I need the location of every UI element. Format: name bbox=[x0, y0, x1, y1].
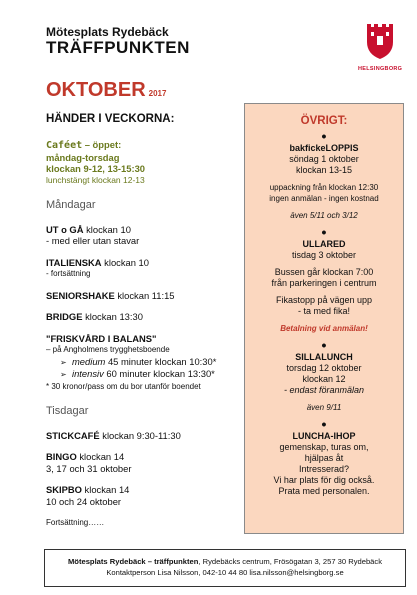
arrow-icon: ➢ bbox=[60, 370, 67, 379]
continuation-note: Fortsättning…… bbox=[46, 518, 105, 527]
event-bingo bbox=[46, 451, 241, 474]
ovrigt-heading: ÖVRIGT: bbox=[300, 115, 348, 127]
event-italienska bbox=[46, 257, 241, 280]
month-year: 2017 bbox=[148, 89, 167, 98]
organization-name: Mötesplats Rydebäck bbox=[46, 25, 169, 39]
event-name: BRIDGE bbox=[46, 311, 83, 322]
cafe-times: klockan 9-12, 13-15:30 bbox=[46, 163, 146, 174]
event-note: – på Angholmens trygghetsboende bbox=[46, 345, 170, 354]
event-name: ITALIENSKA bbox=[46, 256, 102, 268]
event-friskvard bbox=[46, 333, 241, 393]
weekly-events bbox=[46, 139, 241, 529]
month-heading bbox=[46, 79, 166, 102]
event-ullared: ULLARED tisdag 3 oktober Bussen går klockan 7:00 från parkeringen i centrum Fikastopp på vägen upp - ta med fika! Betalning vid anmälan! bbox=[271, 239, 377, 333]
event-name: STICKCAFÉ bbox=[46, 429, 100, 441]
event-time: klockan 10 bbox=[101, 256, 149, 268]
event-note: - fortsättning bbox=[46, 269, 91, 278]
page-title: TRÄFFPUNKTEN bbox=[46, 38, 190, 57]
footer-address: , Rydebäcks centrum, Frösögatan 3, 257 30 Rydebäck bbox=[198, 557, 382, 566]
event-bridge bbox=[46, 311, 241, 323]
cafe-days: måndag-torsdag bbox=[46, 151, 120, 163]
event-name: SENIORSHAKE bbox=[46, 289, 115, 301]
event-time: klockan 14 bbox=[76, 451, 125, 462]
footer-org: Mötesplats Rydebäck – träffpunkten bbox=[67, 557, 199, 566]
event-luncha-ihop: LUNCHA-IHOP gemenskap, turas om, hjälpas åt Intresserad? Vi har plats för dig också. Prata med personalen. bbox=[273, 431, 375, 496]
event-time: klockan 13:30 bbox=[82, 311, 143, 322]
event-name: BINGO bbox=[46, 451, 77, 462]
event-time: klockan 10 bbox=[83, 223, 131, 235]
arrow-icon: ➢ bbox=[60, 357, 67, 367]
event-stickcafe bbox=[46, 430, 241, 442]
castle-crest-icon bbox=[365, 20, 395, 60]
events-heading: HÄNDER I VECKORNA: bbox=[46, 113, 175, 125]
event-sillalunch: SILLALUNCH torsdag 12 oktober klockan 12 - endast föranmälan även 9/11 bbox=[283, 352, 365, 412]
event-name: "FRISKVÅRD I BALANS" bbox=[46, 332, 157, 344]
tuesday-heading: Tisdagar bbox=[46, 405, 89, 417]
medium-session: ➢ medium 45 minuter klockan 10:30* bbox=[60, 355, 217, 367]
event-time: klockan 14 bbox=[81, 484, 130, 495]
cafe-lunch: lunchstängt klockan 12-13 bbox=[46, 174, 145, 185]
month-name: OKTOBER bbox=[46, 79, 146, 101]
ovrigt-box bbox=[244, 103, 404, 534]
helsingborg-logo bbox=[358, 20, 402, 72]
event-skipbo bbox=[46, 484, 241, 507]
event-name: SKIPBO bbox=[46, 484, 82, 495]
event-name: UT o GÅ bbox=[46, 223, 84, 235]
event-dates: 10 och 24 oktober bbox=[46, 495, 122, 507]
bullet-icon: • bbox=[321, 128, 327, 144]
bullet-icon: • bbox=[321, 224, 327, 240]
event-note: - med eller utan stavar bbox=[46, 235, 140, 246]
event-ut-o-ga bbox=[46, 224, 241, 247]
bullet-icon: • bbox=[321, 337, 327, 353]
event-time: klockan 9:30-11:30 bbox=[99, 429, 181, 441]
event-time: klockan 11:15 bbox=[114, 289, 175, 301]
intensiv-session: ➢ intensiv 60 minuter klockan 13:30* bbox=[60, 368, 215, 379]
event-footnote: * 30 kronor/pass om du bor utanför boendet bbox=[46, 381, 201, 391]
event-dates: 3, 17 och 31 oktober bbox=[46, 462, 132, 474]
event-loppis: bakfickeLOPPIS söndag 1 oktober klockan 13-15 uppackning från klockan 12:30 ingen anmälan - ingen kostnad även 5/11 och 3/12 bbox=[269, 143, 379, 220]
monday-heading: Måndagar bbox=[46, 199, 96, 211]
cafe-block bbox=[46, 139, 241, 186]
cafe-open: – öppet: bbox=[82, 139, 122, 150]
footer-contact: Kontaktperson Lisa Nilsson, 042-10 44 80 lisa.nilsson@helsingborg.se bbox=[106, 568, 344, 577]
event-seniorshake bbox=[46, 290, 241, 302]
footer bbox=[44, 549, 406, 587]
bullet-icon: • bbox=[321, 416, 327, 432]
logo-text: HELSINGBORG bbox=[358, 66, 403, 72]
cafe-name: Caféet bbox=[46, 140, 83, 151]
